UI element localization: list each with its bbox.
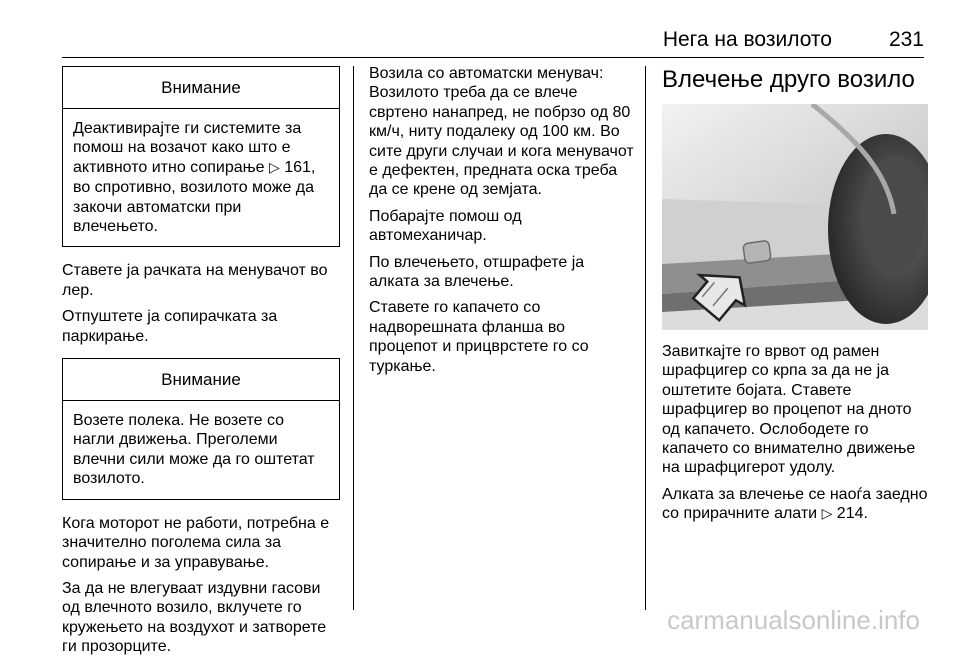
paragraph: Ставете го капачето со надворешната фланша во процепот и прицврстете го со туркање.	[369, 299, 589, 375]
header-rule	[62, 57, 924, 58]
paragraph: Ставете ја рачката на менувачот во лер.	[62, 262, 328, 299]
paragraph-text-a: Алката за влечење се наоѓа заедно со прирачните алати	[662, 485, 928, 523]
column-1	[62, 66, 340, 664]
section-title: Влечење друго возило	[662, 66, 915, 93]
paragraph-text-b: .	[863, 505, 868, 523]
column-3	[662, 64, 928, 532]
warning-box-2	[62, 358, 340, 500]
paragraph: Кога моторот не работи, потребна е значително поголема сила за сопирање и за управување.	[62, 514, 330, 571]
warning-body	[63, 109, 339, 246]
watermark: carmanualsonline.info	[667, 605, 920, 635]
column-2	[369, 64, 635, 383]
warning-title: Внимание	[63, 67, 339, 109]
warning-box-1	[62, 66, 340, 247]
warning-body: Возете полека. Не возете со нагли движења. Преголеми влечни сили може да го оштетат возилото.	[73, 412, 315, 488]
paragraph: Завиткајте го врвот од рамен шрафцигер со крпа за да не ја оштетите бојата. Ставете шрафцигер во процепот на дното од капачето. Ослободете го капачето со внимателно движење на шрафцигерот удолу.	[662, 343, 916, 477]
page-header	[62, 22, 924, 58]
page-ref-icon: ▷	[268, 159, 280, 176]
warning-text-b: , во спротивно, возилото може да закочи автоматски при влечењето.	[73, 158, 316, 236]
paragraph: За да не влегуваат издувни гасови од влечното возило, вклучете го кружењето на воздухот и затворете ги прозорците.	[62, 579, 327, 656]
car-rear-illustration	[662, 104, 928, 330]
towing-eye-cover-illustration	[662, 104, 928, 330]
paragraph: По влечењето, отшрафете ја алката за влечење.	[369, 253, 585, 291]
column-divider-2	[645, 66, 646, 610]
page-ref-link[interactable]: 161	[284, 158, 311, 176]
column-divider-1	[353, 66, 354, 610]
page-ref-link[interactable]: 214	[836, 505, 864, 523]
warning-text-a: Деактивирајте ги системите за помош на возачот како што е активното итно сопирање	[73, 120, 302, 176]
paragraph: Отпуштете ја сопирачката за паркирање.	[62, 308, 278, 345]
paragraph	[662, 485, 928, 525]
header-title: Нега на возилото	[662, 28, 832, 51]
warning-title: Внимание	[63, 359, 339, 401]
page-number: 231	[888, 28, 924, 51]
paragraph: Побарајте помош од автомеханичар.	[369, 207, 522, 245]
page-ref-icon: ▷	[821, 506, 833, 523]
paragraph: Возила со автоматски менувач: Возилото треба да се влече свртено нанапред, не побрзо од 80 км/ч, ниту подалеку од 100 км. Во сите други случаи и кога менувачот е дефектен, предната оска треба да се крене од земјата.	[369, 65, 634, 199]
